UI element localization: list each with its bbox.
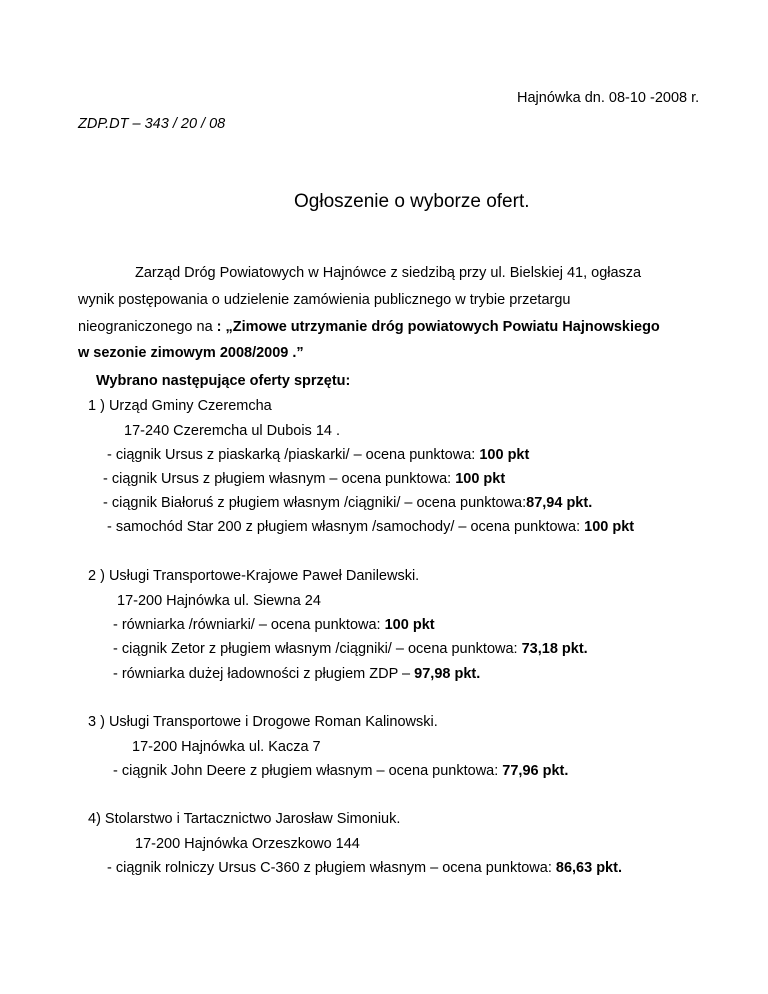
offer-2-item-1 xyxy=(113,616,435,634)
item-text: - równiarka /równiarki/ – ocena punktowa: xyxy=(113,617,385,633)
item-text: - ciągnik Zetor z pługiem własnym /ciągniki/ – ocena punktowa: xyxy=(113,641,522,657)
offer-3-name: 3 ) Usługi Transportowe i Drogowe Roman Kalinowski. xyxy=(88,714,438,730)
offer-1-item-3 xyxy=(103,494,592,512)
document-title: Ogłoszenie o wyborze ofert. xyxy=(294,191,530,212)
selected-offers-heading: Wybrano następujące oferty sprzętu: xyxy=(96,373,351,389)
reference-number: ZDP.DT – 343 / 20 / 08 xyxy=(78,116,226,132)
offer-4-name: 4) Stolarstwo i Tartacznictwo Jarosław Simoniuk. xyxy=(88,811,401,827)
place-date: Hajnówka dn. 08-10 -2008 r. xyxy=(517,90,700,106)
item-text: - ciągnik rolniczy Ursus C-360 z pługiem własnym – ocena punktowa: xyxy=(107,860,556,876)
item-score: 100 pkt xyxy=(479,447,530,463)
intro-line-2: wynik postępowania o udzielenie zamówienia publicznego w trybie przetargu xyxy=(78,292,571,308)
item-text: - samochód Star 200 z pługiem własnym /samochody/ – ocena punktowa: xyxy=(107,519,585,535)
item-score: 73,18 pkt. xyxy=(521,641,588,657)
offer-1-name: 1 ) Urząd Gminy Czeremcha xyxy=(88,398,272,414)
item-score: 100 pkt xyxy=(584,519,635,535)
offer-3-address: 17-200 Hajnówka ul. Kacza 7 xyxy=(132,739,321,755)
tender-name-part-2: w sezonie zimowym 2008/2009 .” xyxy=(78,345,304,361)
offer-2-address: 17-200 Hajnówka ul. Siewna 24 xyxy=(117,593,321,609)
item-score: 77,96 pkt. xyxy=(502,763,569,779)
offer-2-item-3 xyxy=(113,665,480,683)
intro-line-3-prefix: nieograniczonego na xyxy=(78,319,217,335)
offer-1-item-4 xyxy=(107,518,634,536)
offer-2-item-2 xyxy=(113,640,588,658)
item-text: - ciągnik John Deere z pługiem własnym – ocena punktowa: xyxy=(113,763,503,779)
offer-1-item-2 xyxy=(103,470,505,488)
intro-line-3 xyxy=(78,318,660,336)
offer-3-item-1 xyxy=(113,762,568,780)
offer-1-item-1 xyxy=(107,446,529,464)
offer-1-address: 17-240 Czeremcha ul Dubois 14 . xyxy=(124,423,341,439)
item-score: 100 pkt xyxy=(384,617,435,633)
item-score: 100 pkt xyxy=(455,471,506,487)
item-score: 86,63 pkt. xyxy=(555,860,622,876)
item-score: 97,98 pkt. xyxy=(414,666,481,682)
offer-2-name: 2 ) Usługi Transportowe-Krajowe Paweł Danilewski. xyxy=(88,568,420,584)
offer-4-item-1 xyxy=(107,859,622,877)
item-score: 87,94 pkt. xyxy=(526,495,593,511)
item-text: - ciągnik Ursus z pługiem własnym – ocena punktowa: xyxy=(103,471,456,487)
tender-name-part-1: : „Zimowe utrzymanie dróg powiatowych Powiatu Hajnowskiego xyxy=(216,319,660,335)
item-text: - równiarka dużej ładowności z pługiem ZDP – xyxy=(113,666,415,682)
item-text: - ciągnik Białoruś z pługiem własnym /ciągniki/ – ocena punktowa: xyxy=(103,495,527,511)
item-text: - ciągnik Ursus z piaskarką /piaskarki/ – ocena punktowa: xyxy=(107,447,480,463)
intro-line-1: Zarząd Dróg Powiatowych w Hajnówce z siedzibą przy ul. Bielskiej 41, ogłasza xyxy=(135,265,642,281)
offer-4-address: 17-200 Hajnówka Orzeszkowo 144 xyxy=(135,836,360,852)
